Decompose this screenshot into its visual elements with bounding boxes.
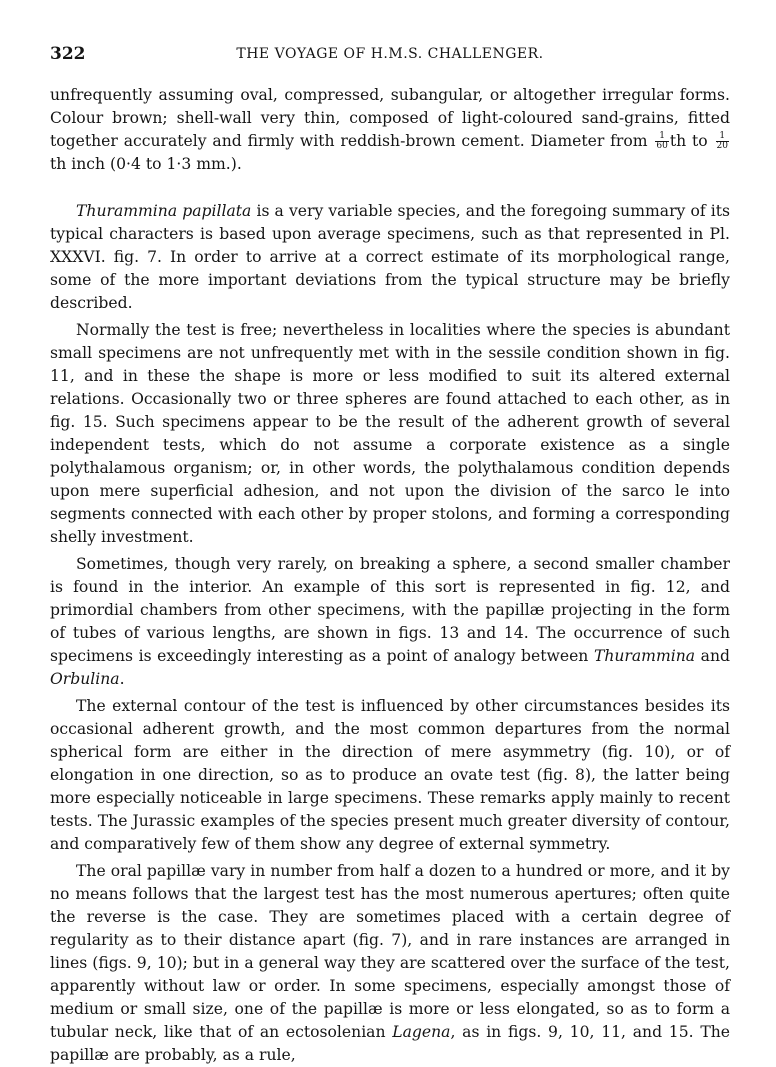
page-number: 322: [50, 44, 86, 64]
species-name: Thurammina papillata: [76, 202, 252, 220]
paragraph-6: [50, 860, 730, 1067]
fraction-numerator: 1: [716, 132, 729, 142]
paragraph-4-text-b: and: [695, 647, 730, 665]
paragraph-4: [50, 553, 730, 691]
paragraph-2: [50, 200, 730, 315]
fraction-denominator: 60: [656, 140, 668, 151]
fraction-numerator: 1: [655, 132, 668, 142]
paragraph-1-text-c: th inch (0·4 to 1·3 mm.).: [50, 155, 242, 173]
paragraph-6-text-a: The oral papillæ vary in number from half a dozen to a hundred or more, and it by no means follows that the largest test has the most numerous apertures; often quite the reverse is the case. They are sometimes placed with a certain degree of regularity as to their distance apart (fig. 7), and in rare instances are arranged in lines (figs. 9, 10); but in a general way they are scattered over the surface of the test, apparently without law or order. In some specimens, especially amongst those of medium or small size, one of the papillæ is more or less elongated, so as to form a tubular neck, like that of an ectosolenian: [50, 862, 730, 1041]
paragraph-1: [50, 84, 730, 176]
body-text: [50, 84, 730, 1067]
paragraph-2-text: is a very variable species, and the foregoing summary of its typical characters is based upon average specimens, such as that represented in Pl. XXXVI. fig. 7. In order to arrive at a correct estimate of its morphological range, some of the more important deviations from the typical structure may be briefly described.: [50, 202, 730, 312]
genus-thurammina: Thurammina: [593, 647, 696, 665]
fraction-one-sixtieth: [655, 132, 668, 151]
paragraph-3-text: Normally the test is free; nevertheless in localities where the species is abundant small specimens are not unfrequently met with in the sessile condition shown in fig. 11, and in these the shape is more or less modified to suit its altered external relations. Occasionally two or three spheres are found attached to each other, as in fig. 15. Such specimens appear to be the result of the adherent growth of several independent tests, which do not assume a corporate existence as a single polythalamous organism; or, in other words, the polythalamous condition depends upon mere superficial adhesion, and not upon the division of the sarco le into segments connected with each other by proper stolons, and forming a corresponding shelly investment.: [50, 321, 730, 546]
running-title: THE VOYAGE OF H.M.S. CHALLENGER.: [236, 46, 544, 62]
fraction-denominator: 20: [716, 140, 728, 151]
paragraph-1-text-a: unfrequently assuming oval, compressed, subangular, or altogether irregular forms. Colour brown; shell-wall very thin, composed of light-coloured sand-grains, fitted together accurately and firmly with reddish-brown cement. Diameter from: [50, 86, 730, 150]
paragraph-4-text-a: Sometimes, though very rarely, on breaking a sphere, a second smaller chamber is found in the interior. An example of this sort is represented in fig. 12, and primordial chambers from other specimens, with the papillæ projecting in the form of tubes of various lengths, are shown in figs. 13 and 14. The occurrence of such specimens is exceedingly interesting as a point of analogy between: [50, 555, 730, 665]
genus-orbulina: Orbulina: [50, 670, 120, 688]
genus-lagena: Lagena: [392, 1023, 451, 1041]
paragraph-6-text-b: , as in figs. 9, 10, 11, and 15. The papillæ are probably, as a rule,: [50, 1023, 730, 1064]
paragraph-1-text-b: th to: [669, 132, 714, 150]
paragraph-5-text: The external contour of the test is influenced by other circumstances besides its occasional adherent growth, and the most common departures from the normal spherical form are either in the direction of mere asymmetry (fig. 10), or of elongation in one direction, so as to produce an ovate test (fig. 8), the latter being more especially noticeable in large specimens. These remarks apply mainly to recent tests. The Jurassic examples of the species present much greater diversity of contour, and comparatively few of them show any degree of external symmetry.: [50, 697, 730, 853]
paragraph-4-text-c: .: [119, 670, 125, 688]
paragraph-3: [50, 319, 730, 549]
fraction-one-twentieth: [716, 132, 729, 151]
page-header: [50, 44, 730, 68]
paragraph-5: [50, 695, 730, 856]
